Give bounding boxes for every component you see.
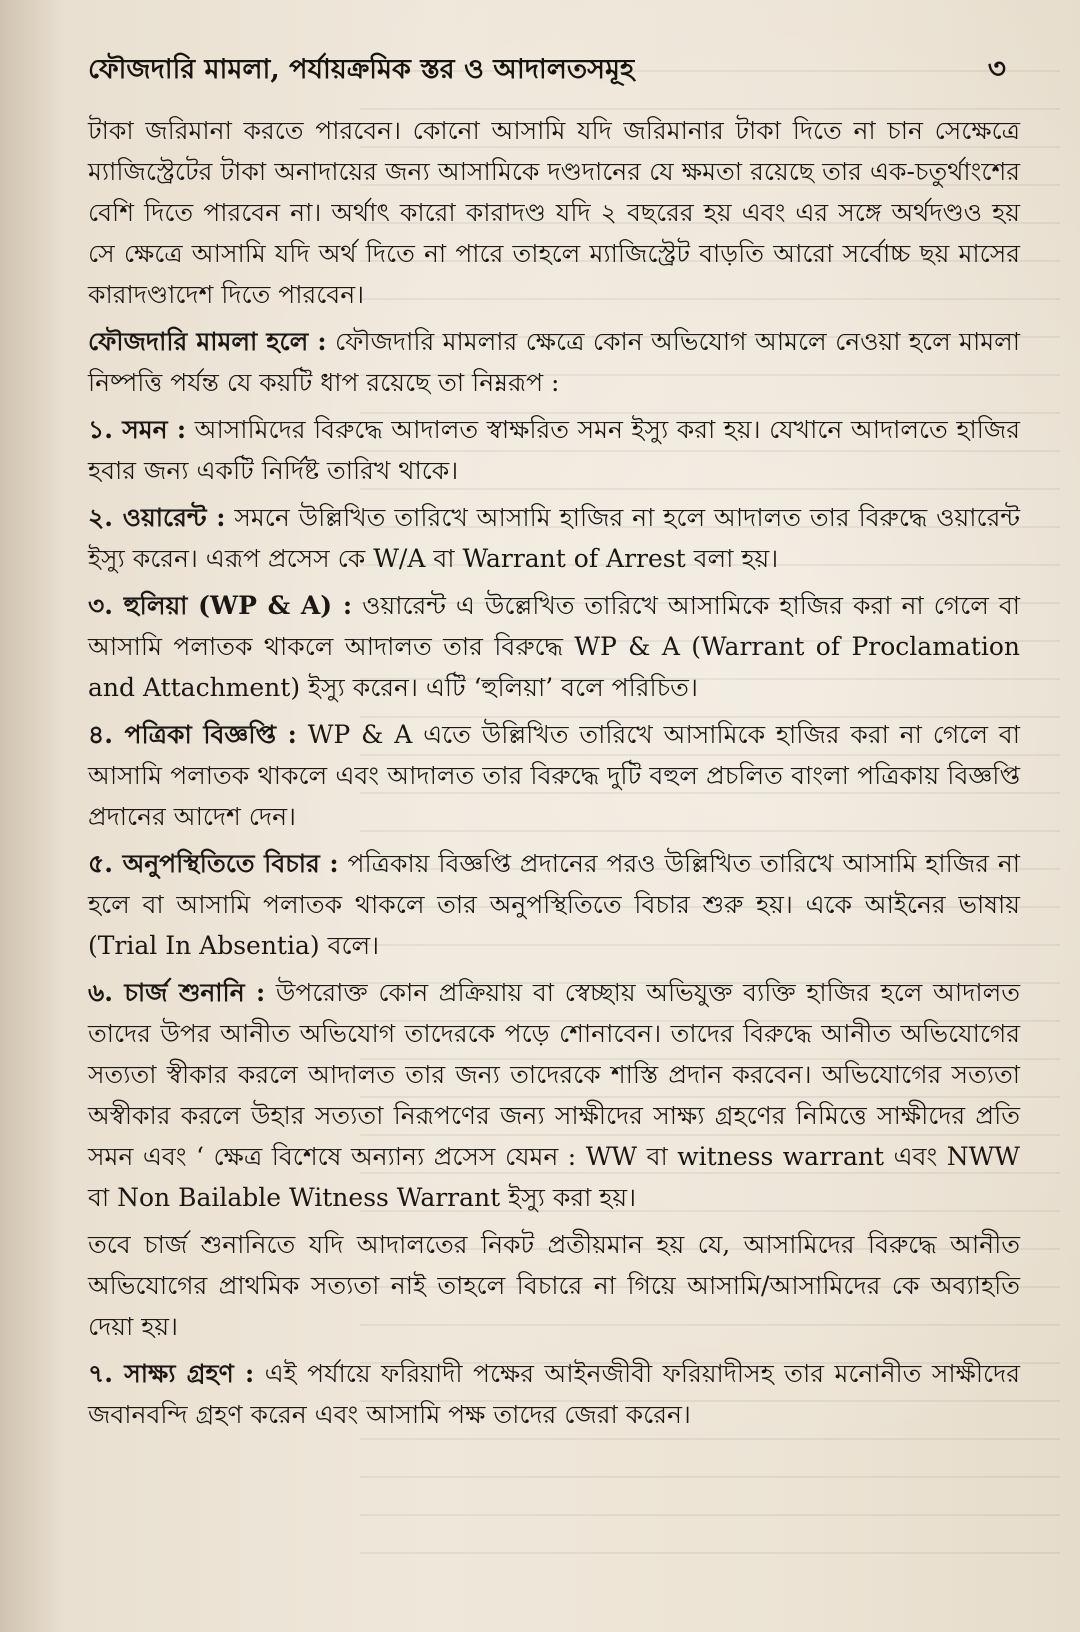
- paragraph-lead: ৫. অনুপস্থিতিতে বিচার :: [88, 849, 339, 878]
- paragraph: [88, 843, 1020, 966]
- page-number: ৩: [987, 52, 1006, 85]
- paragraph: [88, 714, 1020, 837]
- paragraph-lead: ৩. হুলিয়া (WP & A) :: [88, 591, 353, 620]
- paragraph: [88, 497, 1020, 579]
- paragraph-text: ফৌজদারি মামলার ক্ষেত্রে কোন অভিযোগ আমলে নেওয়া হলে মামলা নিষ্পত্তি পর্যন্ত যে কয়টি ধাপ রয়েছে তা নিম্নরূপ :: [88, 327, 1020, 397]
- paragraph-text: টাকা জরিমানা করতে পারবেন। কোনো আসামি যদি জরিমানার টাকা দিতে না চান সেক্ষেত্রে ম্যাজিস্ট্রেটের টাকা অনাদায়ের জন্য আসামিকে দণ্ডদানের যে ক্ষমতা রয়েছে তার এক-চতুর্থাংশের বেশি দিতে পারবেন না। অর্থাৎ কারো কারাদণ্ড যদি ২ বছরের হয় এবং এর সঙ্গে অর্থদণ্ডও হয় সে ক্ষেত্রে আসামি যদি অর্থ দিতে না পারে তাহলে ম্যাজিস্ট্রেট বাড়তি আরো সর্বোচ্চ ছয় মাসের কারাদণ্ডাদেশ দিতে পারবেন।: [88, 116, 1020, 309]
- paragraph-text: পত্রিকায় বিজ্ঞপ্তি প্রদানের পরও উল্লিখিত তারিখে আসামি হাজির না হলে বা আসামি পলাতক থাকলে তার অনুপস্থিতিতে বিচার শুরু হয়। একে আইনের ভাষায় (Trial In Absentia) বলে।: [88, 849, 1020, 960]
- paragraph-text: তবে চার্জ শুনানিতে যদি আদালতের নিকট প্রতীয়মান হয় যে, আসামিদের বিরুদ্ধে আনীত অভিযোগের প্রাথমিক সত্যতা নাই তাহলে বিচারে না গিয়ে আসামি/আসামিদের কে অব্যাহতি দেয়া হয়।: [88, 1230, 1020, 1341]
- paragraph: [88, 1353, 1020, 1435]
- running-title: ফৌজদারি মামলা, পর্যায়ক্রমিক স্তর ও আদালতসমূহ: [88, 54, 635, 85]
- paragraph-text: ওয়ারেন্ট এ উল্লেখিত তারিখে আসামিকে হাজির করা না গেলে বা আসামি পলাতক থাকলে আদালত তার বিরুদ্ধে WP & A (Warrant of Proclamation and Attachment) ইস্যু করেন। এটি ‘হুলিয়া’ বলে পরিচিত।: [88, 591, 1020, 702]
- paragraph-lead: ৪. পত্রিকা বিজ্ঞপ্তি :: [88, 720, 297, 749]
- paragraph-text: উপরোক্ত কোন প্রক্রিয়ায় বা স্বেচ্ছায় অভিযুক্ত ব্যক্তি হাজির হলে আদালত তাদের উপর আনীত অভিযোগ তাদেরকে পড়ে শোনাবেন। তাদের বিরুদ্ধে আনীত অভিযোগের সত্যতা স্বীকার করলে আদালত তার জন্য তাদেরকে শাস্তি প্রদান করবেন। অভিযোগের সত্যতা অস্বীকার করলে উহার সত্যতা নিরূপণের জন্য সাক্ষীদের সাক্ষ্য গ্রহণের নিমিত্তে সাক্ষীদের প্রতি সমন এবং ‘ ক্ষেত্র বিশেষে অন্যান্য প্রসেস যেমন : WW বা witness warrant এবং NWW বা Non Bailable Witness Warrant ইস্যু করা হয়।: [88, 978, 1020, 1212]
- paragraph-text: এই পর্যায়ে ফরিয়াদী পক্ষের আইনজীবী ফরিয়াদীসহ তার মনোনীত সাক্ষীদের জবানবন্দি গ্রহণ করেন এবং আসামি পক্ষ তাদের জেরা করেন।: [88, 1359, 1020, 1429]
- paragraph-lead: ৭. সাক্ষ্য গ্রহণ :: [88, 1359, 255, 1388]
- paragraph-lead: ২. ওয়ারেন্ট :: [88, 503, 226, 532]
- paragraph: [88, 409, 1020, 491]
- paragraph-lead: ফৌজদারি মামলা হলে :: [88, 327, 327, 356]
- body-text: [88, 110, 1020, 1441]
- paragraph: [88, 321, 1020, 403]
- paragraph: [88, 585, 1020, 708]
- paragraph-text: সমনে উল্লিখিত তারিখে আসামি হাজির না হলে আদালত তার বিরুদ্ধে ওয়ারেন্ট ইস্যু করেন। এরূপ প্রসেস কে W/A বা Warrant of Arrest বলা হয়।: [88, 503, 1021, 573]
- paragraph: [88, 110, 1020, 315]
- paragraph: [88, 1224, 1020, 1347]
- paragraph-lead: ১. সমন :: [88, 415, 187, 444]
- paragraph: [88, 972, 1020, 1218]
- running-header: [88, 52, 1016, 94]
- paragraph-text: আসামিদের বিরুদ্ধে আদালত স্বাক্ষরিত সমন ইস্যু করা হয়। যেখানে আদালতে হাজির হবার জন্য একটি নির্দিষ্ট তারিখ থাকে।: [88, 415, 1020, 485]
- paragraph-lead: ৬. চার্জ শুনানি :: [88, 978, 266, 1007]
- paragraph-text: WP & A এতে উল্লিখিত তারিখে আসামিকে হাজির করা না গেলে বা আসামি পলাতক থাকলে এবং আদালত তার বিরুদ্ধে দুটি বহুল প্রচলিত বাংলা পত্রিকায় বিজ্ঞপ্তি প্রদানের আদেশ দেন।: [88, 720, 1020, 831]
